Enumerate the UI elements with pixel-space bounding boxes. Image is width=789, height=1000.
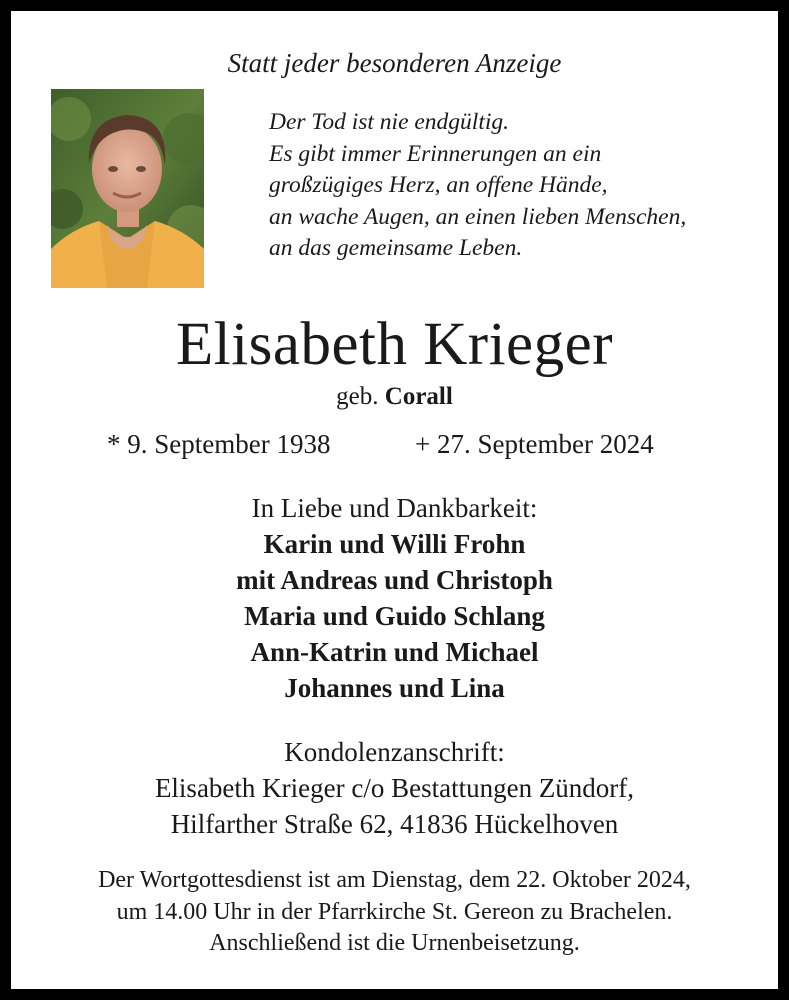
birth-date: * 9. September 1938 <box>107 429 331 459</box>
mourner-line: Maria und Guido Schlang <box>244 601 545 631</box>
service-line: um 14.00 Uhr in der Pfarrkirche St. Gereon zu Brachelen. <box>116 898 673 925</box>
mourner-line: Ann-Katrin und Michael <box>250 637 539 667</box>
mourner-line: mit Andreas und Christoph <box>236 565 553 595</box>
condolence-line: Elisabeth Krieger c/o Bestattungen Zündorf, <box>154 773 635 803</box>
service-line: Der Wortgottesdienst ist am Dienstag, dem 22. Oktober 2024, <box>98 867 691 893</box>
death-date: + 27. September 2024 <box>415 429 654 459</box>
birth-name-surname: Corall <box>384 383 453 410</box>
service-info <box>11 865 778 960</box>
birth-name <box>11 383 778 411</box>
poem-line: an wache Augen, an einen lieben Menschen, <box>269 203 687 230</box>
poem-line: Der Tod ist nie endgültig. <box>269 109 510 135</box>
mourners-intro: In Liebe und Dankbarkeit: <box>251 493 538 523</box>
mourner-line: Johannes und Lina <box>284 673 505 703</box>
poem-line: großzügiges Herz, an offene Hände, <box>269 172 608 198</box>
mourner-line: Karin und Willi Frohn <box>263 529 526 559</box>
service-line: Anschließend ist die Urnenbeisetzung. <box>209 930 580 956</box>
condolence-address <box>11 734 778 842</box>
condolence-title: Kondolenzanschrift: <box>284 737 505 767</box>
portrait-photo <box>51 89 204 288</box>
condolence-line: Hilfarther Straße 62, 41836 Hückelhoven <box>170 809 619 839</box>
mourners-block <box>11 490 778 706</box>
poem-line: Es gibt immer Erinnerungen an ein <box>269 140 602 167</box>
poem <box>269 107 686 265</box>
birth-name-prefix: geb. <box>336 383 379 410</box>
notice-header: Statt jeder besonderen Anzeige <box>227 48 562 78</box>
deceased-name: Elisabeth Krieger <box>175 311 614 378</box>
poem-line: an das gemeinsame Leben. <box>269 235 523 261</box>
